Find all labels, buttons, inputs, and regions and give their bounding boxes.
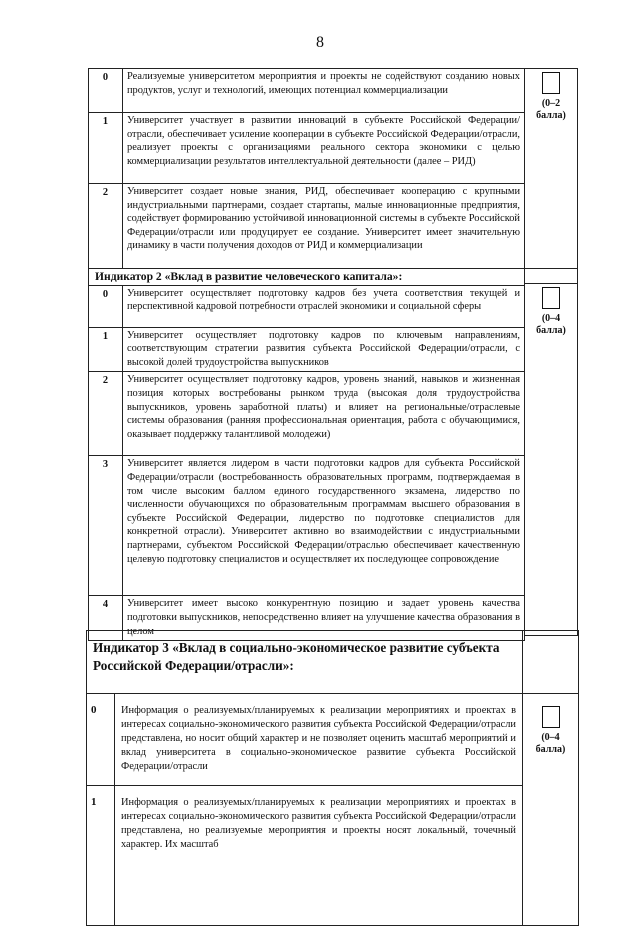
score-range: (0–4 балла) (536, 313, 566, 336)
criterion-text: Реализуемые университетом мероприятия и проекты не содействуют созданию новых продуктов, услуг и технологий, имеющих потенциал коммерциализации (123, 69, 525, 113)
criterion-text: Информация о реализуемых/планируемых к реализации мероприятиях и проектах в интересах социально-экономического развития субъекта Российской Федерации/отрасли представлена, но реализуемые мероприятия и проекты носят локальный, точечный характер. Их масштаб (115, 786, 523, 926)
criteria-table-upper (88, 68, 525, 641)
page-number: 8 (316, 34, 324, 51)
score-value: 1 (89, 113, 123, 184)
empty-cell (525, 269, 578, 284)
table-row (89, 456, 525, 596)
criterion-text: Университет создает новые знания, РИД, обеспечивает кооперацию с крупными индустриальными партнерами, создает стартапы, малые инновационные предприятия, содействует формированию устойчивой инновационной системы в субъекте Российской Федерации/отрасли или продуцирует ее создание. Университет имеет значительную динамику в части получения доходов от РИД и коммерциализации (123, 184, 525, 269)
table-row (89, 184, 525, 269)
table-row (89, 372, 525, 456)
table-row (89, 327, 525, 372)
criterion-text: Университет осуществляет подготовку кадров по ключевым направлениям, соответствующим стратегии развития субъекта Российской Федерации/отрасли, с высокой долей трудоустройства выпускников (123, 327, 525, 372)
checkbox-icon[interactable] (542, 287, 560, 309)
score-value: 2 (89, 372, 123, 456)
score-value: 0 (89, 285, 123, 327)
checkbox-icon[interactable] (542, 706, 560, 728)
criterion-text: Университет участвует в развитии инноваций в субъекте Российской Федерации/отрасли, обеспечивает усиление кооперации в субъекте Российской Федерации/отрасли, реализует проекты с организациями реального сектора экономики с целью коммерциализации результатов интеллектуальной деятельности (далее – РИД) (123, 113, 525, 184)
criteria-table-lower (86, 630, 579, 926)
score-value: 1 (89, 327, 123, 372)
table-row (89, 113, 525, 184)
table-row (87, 786, 579, 926)
score-column-upper (524, 68, 578, 636)
score-range: (0–2 балла) (536, 98, 566, 121)
criterion-text: Университет осуществляет подготовку кадров, уровень знаний, навыков и жизненная позиция которых востребованы рынком труда (высокая доля трудоустройства выпускников, уровень заработной платы) и влияет на региональные/отраслевые системы образования (ранняя профессиональная ориентация, работа с обучающимися, оказывает поддержку талантливой молодежи) (123, 372, 525, 456)
score-cell (523, 694, 579, 926)
score-cell (525, 284, 578, 636)
score-value: 0 (87, 694, 115, 786)
indicator-2-title: Индикатор 2 «Вклад в развитие человеческого капитала»: (89, 269, 525, 286)
score-value: 4 (89, 596, 123, 641)
criterion-text: Университет имеет высоко конкурентную позицию и задает уровень качества подготовки выпускников, непосредственно влияет на улучшение качества образования в целом (123, 596, 525, 641)
table-row (89, 285, 525, 327)
score-value: 3 (89, 456, 123, 596)
criterion-text: Университет является лидером в части подготовки кадров для субъекта Российской Федерации/отрасли (востребованность образовательных программ, подтверждаемая в том числе высоким баллом единого государственного экзамена, лидерство по численности обучающихся по образовательным программам высшего образования в субъекте Российской Федерации, лидерство по подготовке специалистов для конкретной отрасли). Университет активно во взаимодействии с индустриальными партнерами, субъектом Российской Федерации/отраслью обеспечивает качественную целевую подготовку специалистов и осуществляет их последующее сопровождение (123, 456, 525, 596)
criterion-text: Университет осуществляет подготовку кадров без учета соответствия текущей и перспективной кадровой потребности отраслей экономики и социальной сферы (123, 285, 525, 327)
table-row (89, 69, 525, 113)
indicator-3-title: Индикатор 3 «Вклад в социально-экономическое развитие субъекта Российской Федерации/отрасли»: (87, 631, 523, 694)
empty-cell (523, 631, 579, 694)
checkbox-icon[interactable] (542, 72, 560, 94)
table-row (87, 694, 579, 786)
score-value: 1 (87, 786, 115, 926)
score-cell (525, 69, 578, 269)
score-value: 2 (89, 184, 123, 269)
score-range: (0–4 балла) (535, 732, 566, 755)
score-value: 0 (89, 69, 123, 113)
criterion-text: Информация о реализуемых/планируемых к реализации мероприятиях и проектах в интересах социально-экономического развития субъекта Российской Федерации/отрасли представлена, но носит общий характер и не позволяет оценить масштаб мероприятий и вклад университета в социально-экономическое развитие субъекта Российской Федерации/отрасли (115, 694, 523, 786)
indicator-header-row (89, 269, 525, 286)
indicator-header-row (87, 631, 579, 694)
